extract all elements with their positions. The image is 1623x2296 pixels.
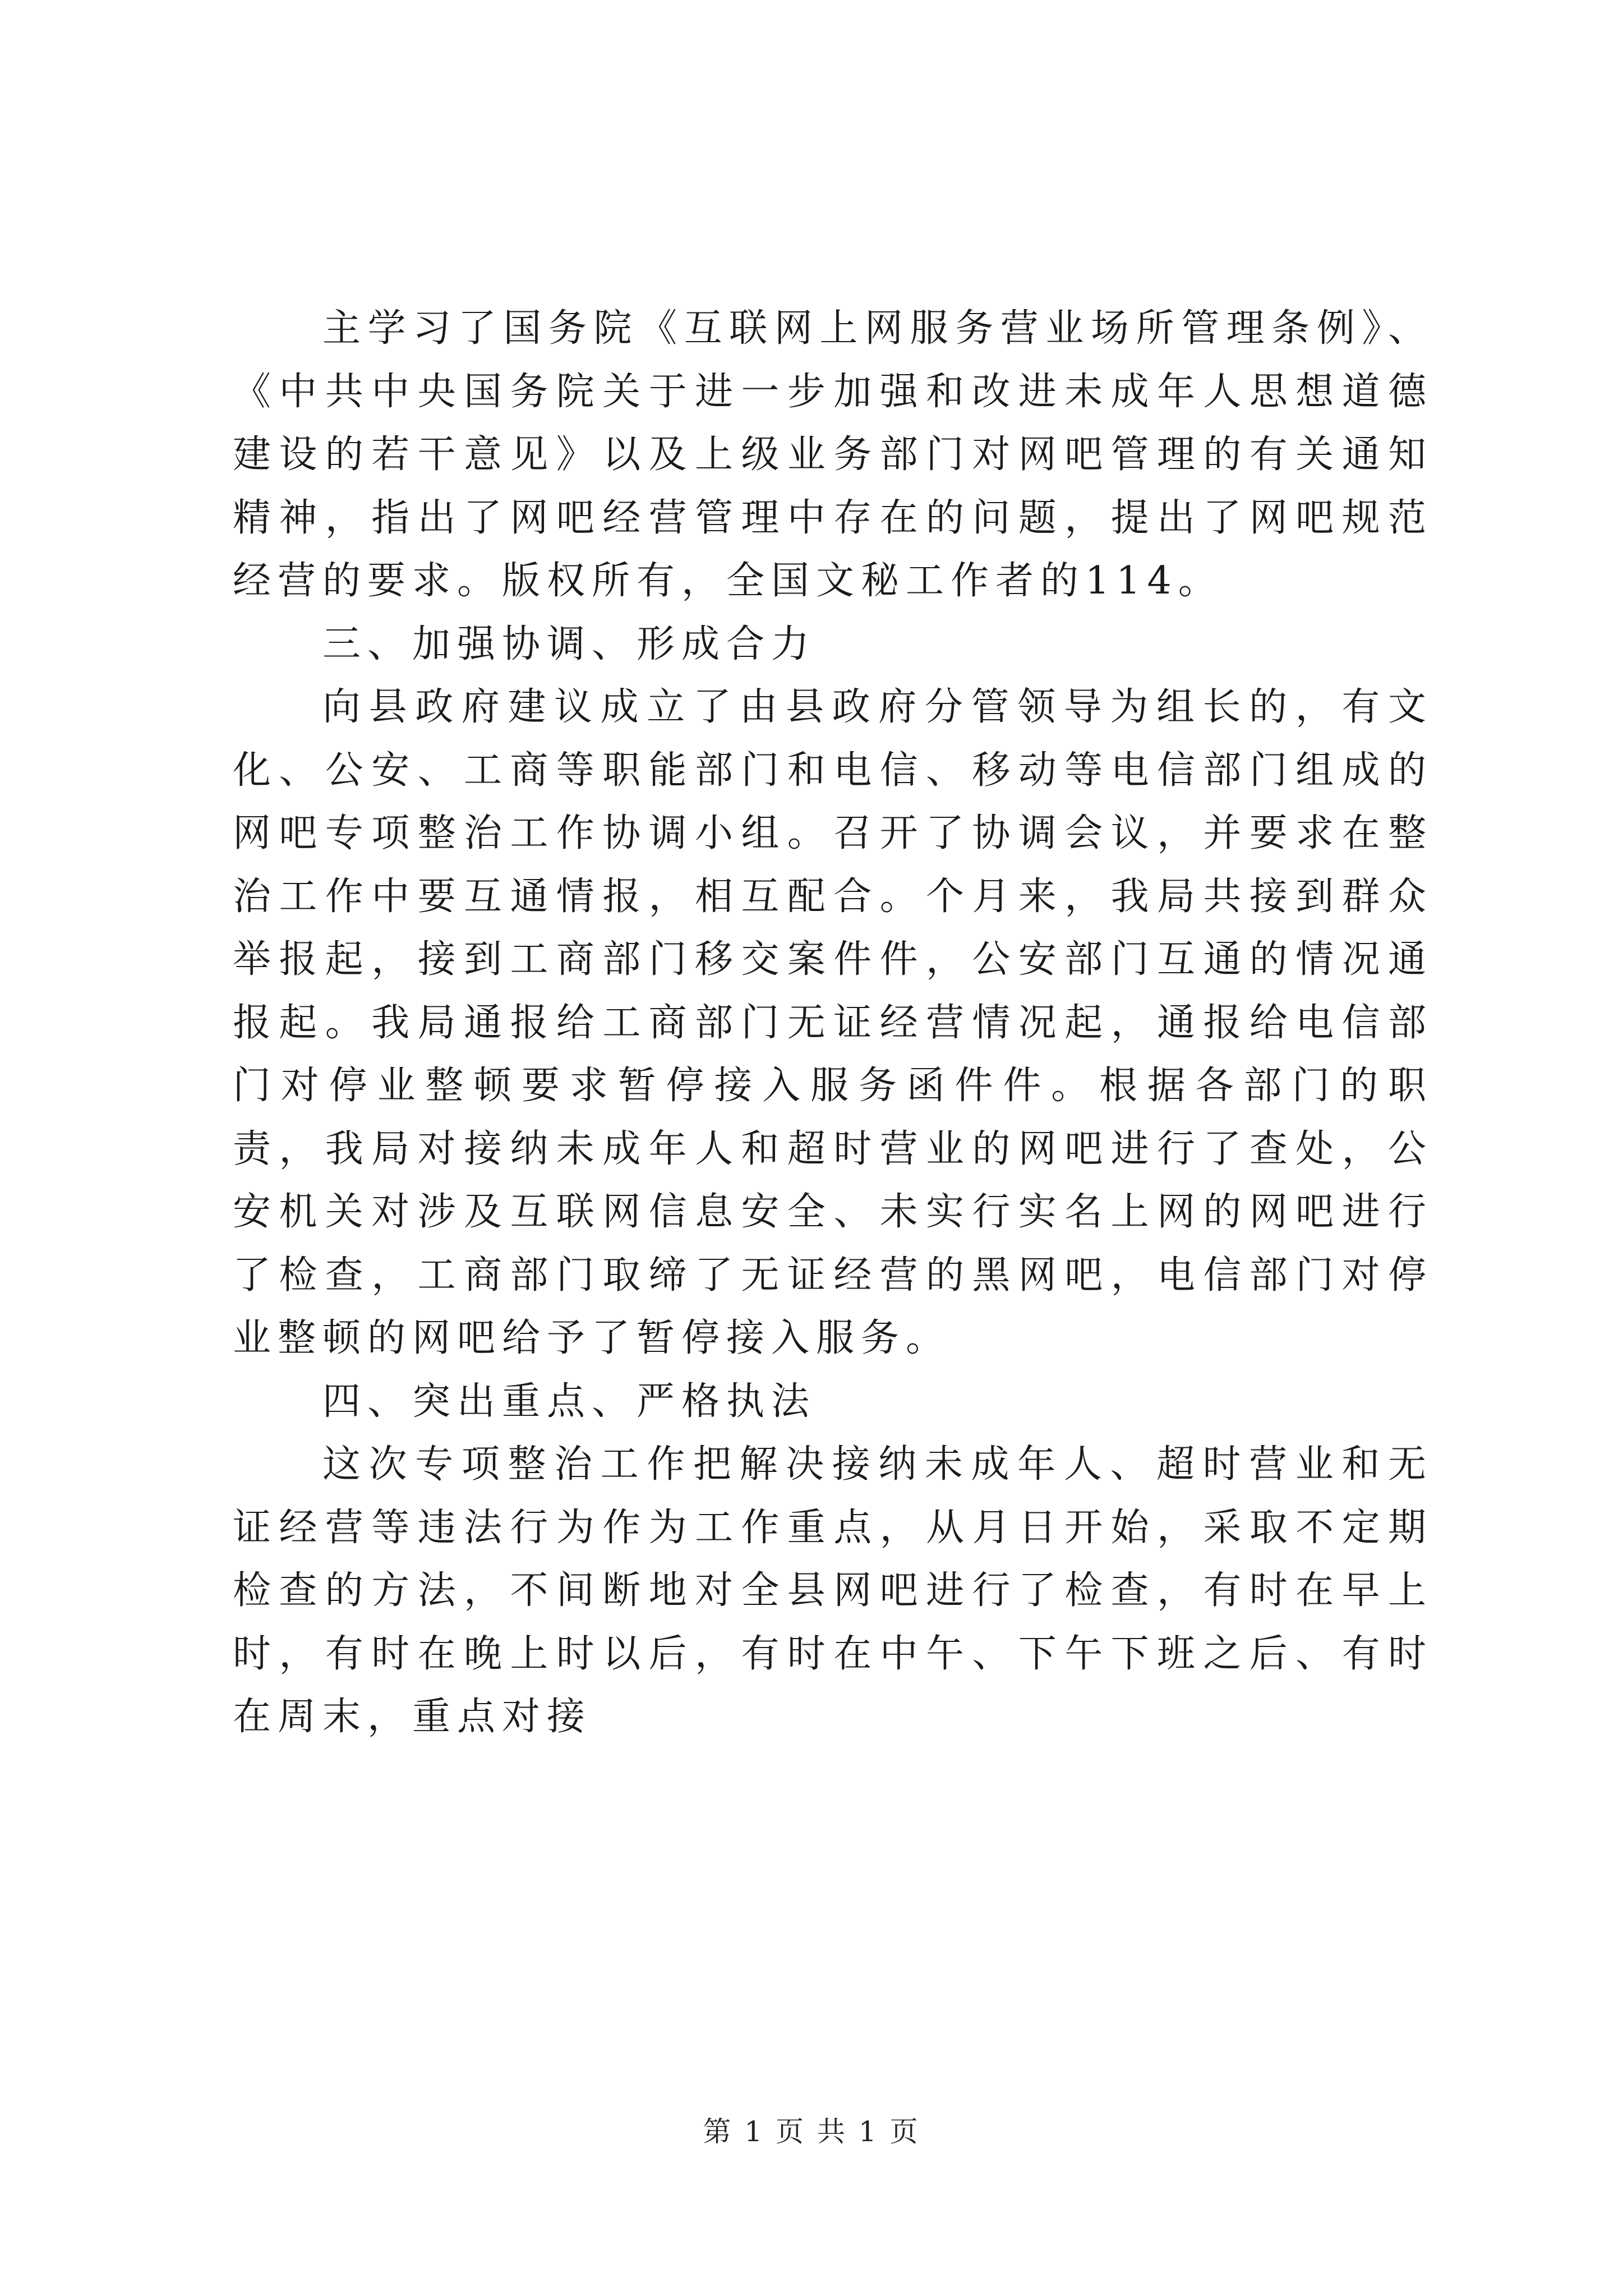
paragraph-intro: 主学习了国务院《互联网上网服务营业场所管理条例》、《中共中央国务院关于进一步加强和改进未成年人思想道德建设的若干意见》以及上级业务部门对网吧管理的有关通知精神，指出了网吧经营管理中存在的问题，提出了网吧规范经营的要求。版权所有，全国文秘工作者的114。 xyxy=(233,306,1433,603)
page-footer: 第 1 页 共 1 页 xyxy=(703,2115,920,2148)
paragraph-coordination: 向县政府建议成立了由县政府分管领导为组长的，有文化、公安、工商等职能部门和电信、移动等电信部门组成的网吧专项整治工作协调小组。召开了协调会议，并要求在整治工作中要互通情报，相互配合。个月来，我局共接到群众举报起，接到工商部门移交案件件，公安部门互通的情况通报起。我局通报给工商部门无证经营情况起，通报给电信部门对停业整顿要求暂停接入服务函件件。根据各部门的职责，我局对接纳未成年人和超时营业的网吧进行了查处，公安机关对涉及互联网信息安全、未实行实名上网的网吧进行了检查，工商部门取缔了无证经营的黑网吧，电信部门对停业整顿的网吧给予了暂停接入服务。 xyxy=(233,685,1433,1360)
paragraph-enforcement: 这次专项整治工作把解决接纳未成年人、超时营业和无证经营等违法行为作为工作重点，从月日开始，采取不定期检查的方法，不间断地对全县网吧进行了检查，有时在早上时，有时在晚上时以后，有时在中午、下午下班之后、有时在周末，重点对接 xyxy=(233,1442,1433,1739)
document-body xyxy=(233,297,1433,1749)
section-heading-3: 三、加强协调、形成合力 xyxy=(322,622,817,666)
section-heading-4: 四、突出重点、严格执法 xyxy=(322,1379,817,1424)
